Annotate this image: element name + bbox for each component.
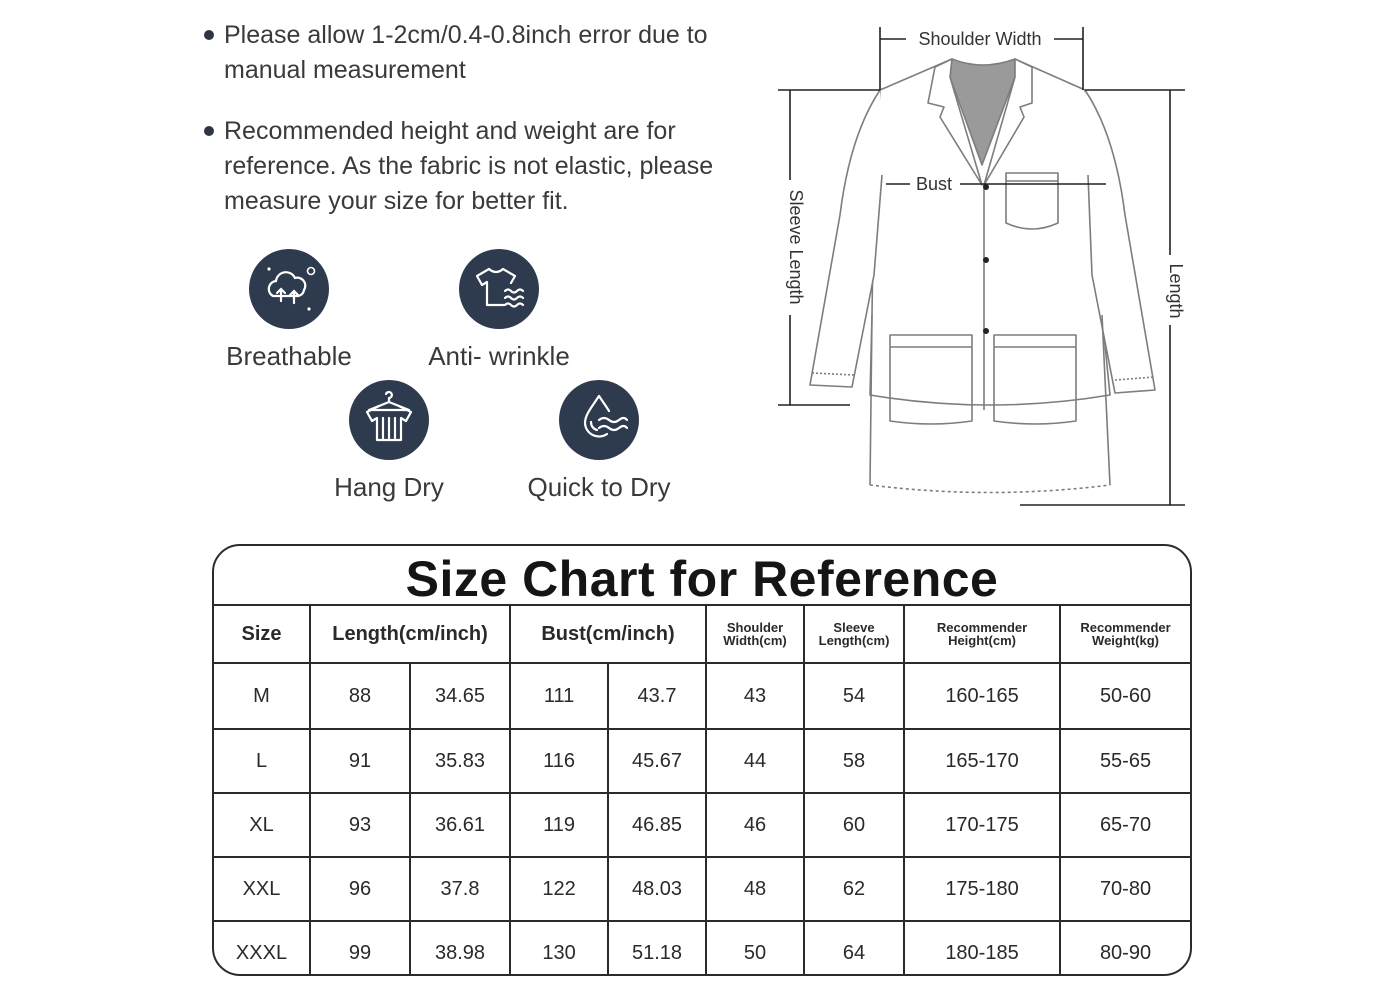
cell-size: XL (214, 793, 310, 857)
cell-sleeve: 64 (804, 921, 904, 976)
cell-sleeve: 62 (804, 857, 904, 921)
cell-length-inch: 36.61 (410, 793, 510, 857)
cell-height: 180-185 (904, 921, 1060, 976)
size-chart-title: Size Chart for Reference (405, 551, 999, 607)
cell-sleeve: 54 (804, 663, 904, 729)
feature-label: Breathable (226, 341, 352, 371)
coat-button (983, 257, 989, 263)
table-row (214, 857, 1190, 921)
cell-height: 165-170 (904, 729, 1060, 793)
breathable-icon (249, 249, 329, 329)
bust-label: Bust (915, 174, 953, 194)
cell-bust-cm: 122 (510, 857, 608, 921)
cell-bust-cm: 119 (510, 793, 608, 857)
cell-length-cm: 93 (310, 793, 410, 857)
bullet-dot (204, 126, 214, 136)
cell-bust-cm: 116 (510, 729, 608, 793)
size-table (214, 604, 1190, 976)
coat-button (983, 184, 989, 190)
cell-length-cm: 88 (310, 663, 410, 729)
cell-weight: 70-80 (1060, 857, 1190, 921)
header-length: Length(cm/inch) (310, 605, 510, 663)
table-row (214, 663, 1190, 729)
cell-shoulder: 48 (706, 857, 804, 921)
bullet-dot (204, 30, 214, 40)
cell-weight: 65-70 (1060, 793, 1190, 857)
header-recommended-height: Recommender Height(cm) (904, 605, 1060, 663)
cell-weight: 80-90 (1060, 921, 1190, 976)
cell-bust-inch: 48.03 (608, 857, 706, 921)
cell-length-cm: 96 (310, 857, 410, 921)
cell-shoulder: 46 (706, 793, 804, 857)
table-row (214, 793, 1190, 857)
table-row (214, 921, 1190, 976)
cell-weight: 50-60 (1060, 663, 1190, 729)
feature-breathable (179, 249, 399, 372)
cell-length-inch: 37.8 (410, 857, 510, 921)
cell-shoulder: 50 (706, 921, 804, 976)
header-shoulder-width: Shoulder Width(cm) (706, 605, 804, 663)
notes-list (200, 18, 760, 245)
cell-bust-cm: 130 (510, 921, 608, 976)
cell-size: XXL (214, 857, 310, 921)
coat-button (983, 328, 989, 334)
cell-length-cm: 91 (310, 729, 410, 793)
cell-weight: 55-65 (1060, 729, 1190, 793)
coat-measurement-diagram (770, 15, 1200, 515)
cell-shoulder: 43 (706, 663, 804, 729)
cell-size: L (214, 729, 310, 793)
note-measurement-error (200, 18, 760, 88)
cell-bust-cm: 111 (510, 663, 608, 729)
sleeve-length-label: Sleeve Length (786, 189, 806, 305)
header-size: Size (214, 605, 310, 663)
feature-anti-wrinkle (389, 249, 609, 372)
anti-wrinkle-icon (459, 249, 539, 329)
header-bust: Bust(cm/inch) (510, 605, 706, 663)
cell-bust-inch: 46.85 (608, 793, 706, 857)
cell-bust-inch: 45.67 (608, 729, 706, 793)
note-text: Please allow 1-2cm/0.4-0.8inch error due to manual measurement (224, 21, 708, 84)
table-row (214, 729, 1190, 793)
cell-height: 170-175 (904, 793, 1060, 857)
cell-bust-inch: 43.7 (608, 663, 706, 729)
cell-size: M (214, 663, 310, 729)
header-sleeve-length: Sleeve Length(cm) (804, 605, 904, 663)
size-chart (212, 544, 1192, 976)
hang-dry-icon (349, 380, 429, 460)
cell-length-inch: 38.98 (410, 921, 510, 976)
quick-dry-icon (559, 380, 639, 460)
cell-length-inch: 35.83 (410, 729, 510, 793)
cell-sleeve: 58 (804, 729, 904, 793)
shoulder-width-label: Shoulder Width (918, 29, 1042, 49)
note-text: Recommended height and weight are for reference. As the fabric is not elastic, please measure your size for better fit. (224, 117, 714, 215)
note-recommendation (200, 114, 760, 219)
feature-label: Anti- wrinkle (428, 341, 570, 371)
cell-shoulder: 44 (706, 729, 804, 793)
feature-label: Quick to Dry (527, 472, 671, 502)
cell-bust-inch: 51.18 (608, 921, 706, 976)
cell-length-cm: 99 (310, 921, 410, 976)
feature-label: Hang Dry (334, 472, 444, 502)
cell-height: 175-180 (904, 857, 1060, 921)
cell-size: XXXL (214, 921, 310, 976)
length-label: Length (1166, 263, 1186, 319)
cell-sleeve: 60 (804, 793, 904, 857)
feature-hang-dry (279, 380, 499, 503)
cell-height: 160-165 (904, 663, 1060, 729)
header-recommended-weight: Recommender Weight(kg) (1060, 605, 1190, 663)
feature-quick-to-dry (489, 380, 709, 503)
cell-length-inch: 34.65 (410, 663, 510, 729)
table-header-row (214, 605, 1190, 663)
